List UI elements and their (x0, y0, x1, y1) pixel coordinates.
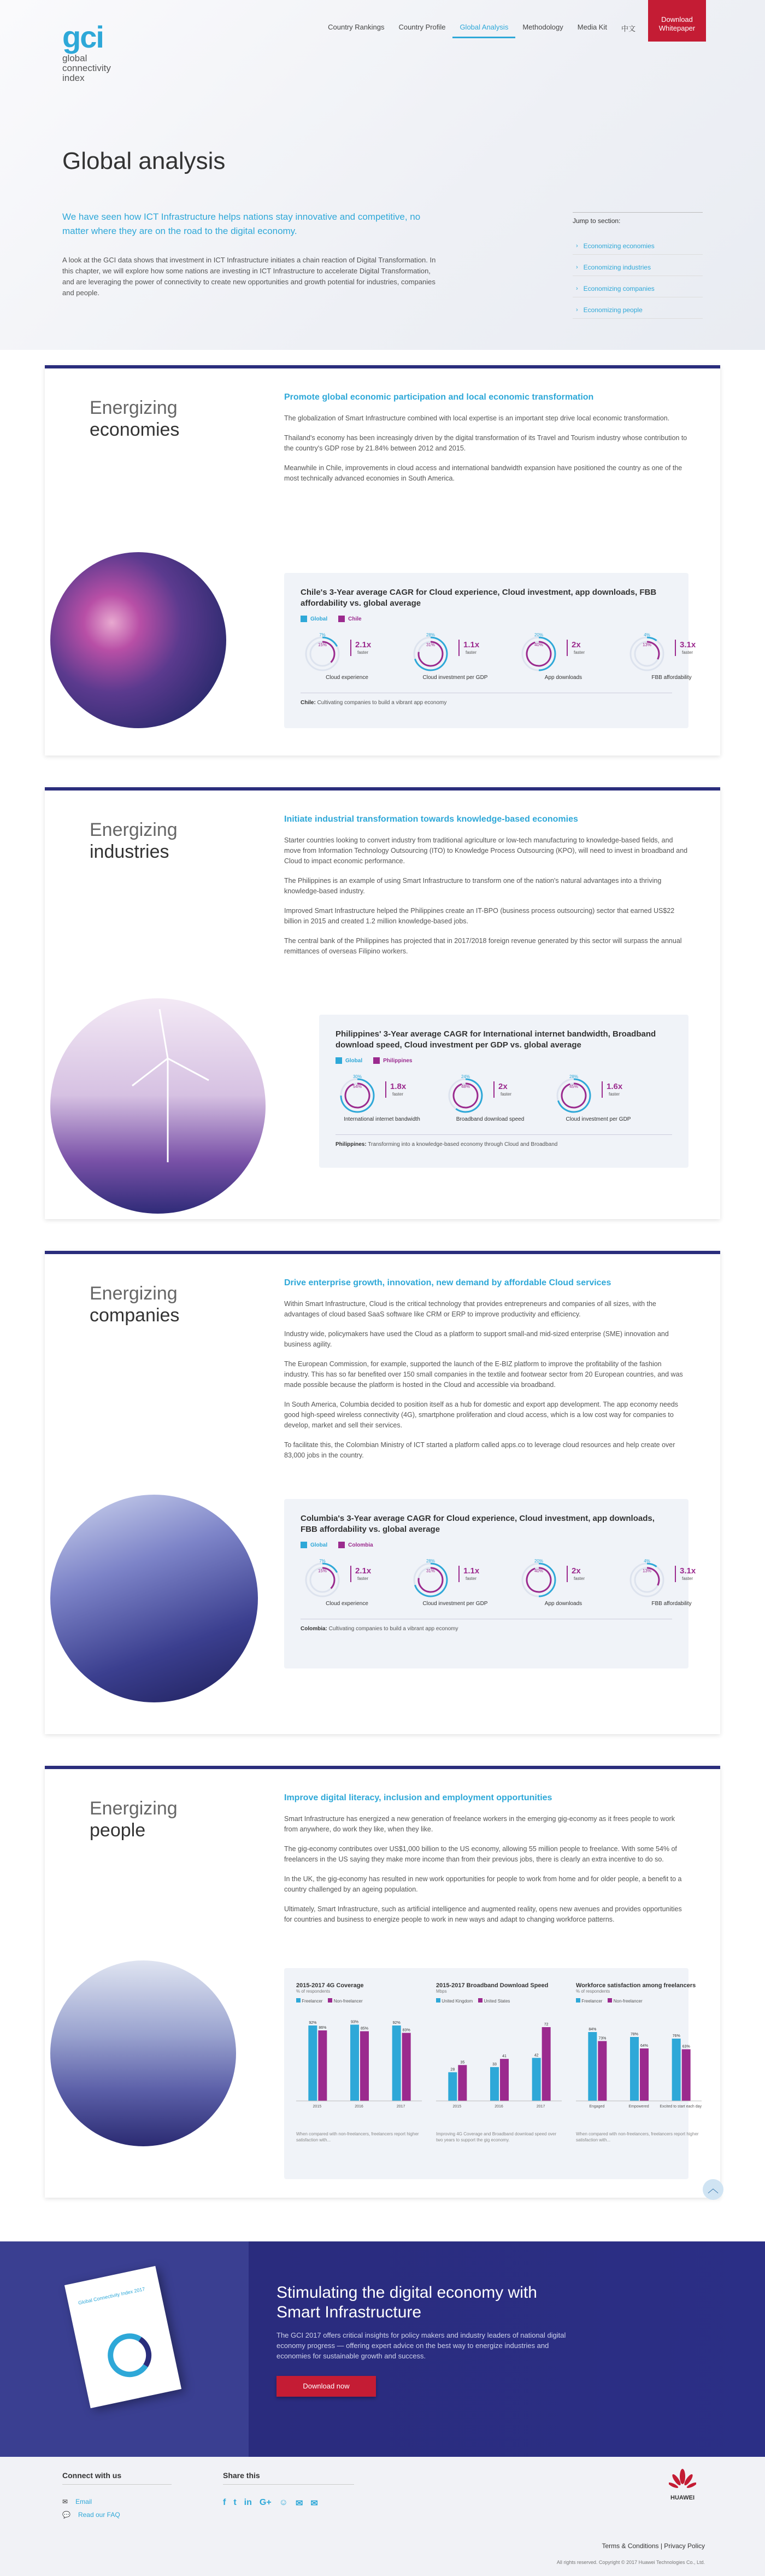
bar-value-label: 92% (392, 2021, 401, 2025)
bar-chart-svg (576, 2008, 702, 2123)
section-subtitle: Promote global economic participation and local economic transformation (284, 393, 594, 402)
bar (490, 2067, 499, 2101)
nav-global-analysis[interactable]: Global Analysis (452, 0, 515, 38)
gauge-country-value: 40% (534, 1568, 544, 1573)
legal-links[interactable]: Terms & Conditions | Privacy Policy (602, 2542, 705, 2550)
jump-title: Jump to section: (573, 212, 703, 225)
chevron-right-icon: › (576, 243, 578, 249)
wechat-icon[interactable]: ✉ (296, 2499, 303, 2508)
bar-value-label: 35 (460, 2060, 465, 2065)
paragraph: The globalization of Smart Infrastructure combined with local expertise is an important step drive local economic transformation. (284, 414, 670, 422)
gauge-faster-label: faster (501, 1092, 512, 1097)
gauge-chart (517, 632, 610, 671)
gauge-multiplier: 1.1x (463, 640, 480, 649)
gauge-chart (301, 1558, 393, 1597)
legend-label: Global (310, 1542, 328, 1548)
bar-chart-svg (296, 2008, 422, 2123)
gauge-faster-label: faster (466, 650, 477, 655)
bar-value-label: 42 (534, 2053, 539, 2058)
category-label: 2016 (355, 2105, 363, 2109)
gauge-multiplier: 2.1x (355, 640, 372, 649)
gauge-chart (409, 1558, 502, 1597)
wind-turbine-icon (50, 998, 266, 1214)
intro-lead: We have seen how ICT Infrastructure helps nations stay innovative and competitive, no matter where they are on the road to the digital economy. (62, 212, 421, 236)
highway-photo (50, 552, 226, 728)
bar-value-label: 85% (360, 2027, 369, 2031)
gauge-label: International internet bandwidth (344, 1116, 420, 1122)
gauge-faster-label: faster (574, 1576, 585, 1581)
share-block (223, 2471, 354, 2509)
chart-subtitle: Mbps (436, 1989, 447, 1994)
chile-chart-card (284, 573, 696, 728)
gauge-label: App downloads (544, 675, 582, 681)
gauge-chart (625, 1558, 718, 1597)
paragraph: In the UK, the gig-economy has resulted in new work opportunities for people to work from home and for older people, a benefit to a country challenged by an ageing population. (284, 1875, 682, 1893)
bar-value-label: 63% (682, 2045, 690, 2049)
gauge-faster-label: faster (574, 650, 585, 655)
bar (402, 2033, 411, 2101)
bar-charts-row (296, 1982, 702, 2143)
legend-entry: United States (478, 1998, 510, 2004)
bar (532, 2058, 541, 2101)
gauge-country-value: 48% (461, 1084, 470, 1089)
wind-turbine-photo (50, 998, 266, 1214)
chart-legend (576, 1998, 702, 2004)
paragraph: Within Smart Infrastructure, Cloud is the critical technology that provides entrepreneurs and companies of all sizes, with the advantages of cloud based SaaS software like CRM or ERP to improve productivity and efficiency. (284, 1300, 656, 1318)
legend-entry: Non-freelancer (328, 1998, 362, 2004)
cta-image-panel (0, 2241, 249, 2457)
section-heading: Energizing people (90, 1798, 178, 1841)
legend-swatch (301, 616, 307, 622)
book-label: Global Connectivity Index 2017 (78, 2286, 146, 2306)
section-heading: Energizing economies (90, 397, 180, 440)
logo-mark: gci (62, 20, 103, 54)
gauge-chart (444, 1074, 537, 1113)
bar-chart (296, 1982, 422, 2143)
colombia-chart-card (284, 1499, 696, 1668)
section-companies (45, 1251, 720, 1734)
gauge-label: Cloud investment per GDP (422, 1601, 488, 1607)
back-to-top-button[interactable] (703, 2179, 723, 2200)
section-heading: Energizing industries (90, 819, 178, 862)
bar (682, 2050, 691, 2101)
jump-link-companies[interactable] (573, 280, 703, 297)
gauge-country-value: 31% (426, 1568, 436, 1573)
gauge-label: App downloads (544, 1601, 582, 1607)
weibo-icon[interactable]: ☺ (279, 2498, 289, 2507)
huawei-petals-icon (669, 2469, 696, 2491)
jump-link-people[interactable] (573, 302, 703, 319)
gauge-label: FBB affordability (651, 675, 692, 681)
gauge-faster-label: faster (609, 1092, 620, 1097)
category-label: 2015 (452, 2105, 462, 2109)
gauge-global-value: 28% (426, 1559, 436, 1564)
gauge-multiplier: 1.6x (607, 1082, 623, 1091)
logo-line: connectivity (62, 63, 111, 73)
connect-heading: Connect with us (62, 2471, 172, 2485)
paragraph: Industry wide, policymakers have used the Cloud as a platform to support small-and mid-sized enterprise (SME) innovation and business agility. (284, 1330, 669, 1348)
nav-media-kit[interactable]: Media Kit (577, 23, 607, 31)
gauge-chart (336, 1074, 428, 1113)
chat-icon: 💬 (62, 2511, 70, 2519)
gauge (336, 1074, 428, 1122)
gauge-faster-label: faster (357, 1576, 369, 1581)
bar-chart-svg (436, 2008, 562, 2123)
section-industries (45, 787, 720, 1219)
category-label: 2017 (536, 2105, 545, 2109)
huawei-wordmark: HUAWEI (670, 2495, 695, 2501)
share-heading: Share this (223, 2471, 354, 2485)
gauge-multiplier: 2.1x (355, 1566, 372, 1576)
gauge-chart (301, 632, 393, 671)
card-footnote: Philippines: Transforming into a knowledge-based economy through Cloud and Broadband (336, 1134, 672, 1148)
copyright: All rights reserved. Copyright © 2017 Huawei Technologies Co., Ltd. (556, 2560, 705, 2565)
legend-swatch (373, 1057, 380, 1064)
ring-graphic (104, 2329, 156, 2381)
bar-value-label: 73% (598, 2036, 607, 2041)
gauge-global-value: 4% (644, 1559, 650, 1564)
email-link[interactable]: ✉ Email (62, 2498, 92, 2505)
legend-label: Global (345, 1057, 363, 1064)
bar-value-label: 78% (630, 2033, 639, 2036)
bar-value-label: 84% (589, 2028, 597, 2031)
nav-chinese[interactable]: 中文 (621, 25, 635, 33)
card-title: Chile's 3-Year average CAGR for Cloud experience, Cloud investment, app downloads, FBB affordability vs. global average (301, 588, 657, 608)
legend-entry: Non-freelancer (608, 1998, 642, 2004)
paragraph: In South America, Columbia decided to position itself as a hub for domestic and export app development. The app economy needs good high-speed wireless connectivity (4G), smartphone proliferation and cloud access, which is a low cost way for companies to develop, market and sell their services. (284, 1401, 679, 1429)
chart-note: Improving 4G Coverage and Broadband download speed over two years to support the gig economy. (436, 2132, 557, 2142)
bar (630, 2037, 639, 2101)
legend-entry: United Kingdom (436, 1998, 473, 2004)
paragraph: To facilitate this, the Colombian Ministry of ICT started a platform called apps.co to leverage cloud resources and help create over 83,000 jobs in the country. (284, 1441, 675, 1459)
cta-body: The GCI 2017 offers critical insights for policy makers and industry leaders of national digital economy progress — offering expert advice on the best way to energize industries and economies for sustainable growth and success. (276, 2331, 566, 2360)
section-body (284, 393, 688, 493)
gauge (301, 632, 393, 681)
bar-chart (436, 1982, 562, 2143)
gauge (301, 1558, 393, 1607)
gauge-multiplier: 1.1x (463, 1566, 480, 1576)
chevron-right-icon: › (576, 264, 578, 271)
bar (588, 2032, 597, 2101)
gauge-country-value: 45% (569, 1084, 579, 1089)
gauge-multiplier: 2x (572, 1566, 581, 1576)
gauge-label: Broadband download speed (456, 1116, 525, 1122)
gauge-country-value: 40% (534, 642, 544, 647)
bar (598, 2041, 607, 2101)
paragraph: Starter countries looking to convert industry from traditional agriculture or low-tech manufacturing to knowledge-based fields, and move from Information Technology Outsourcing (ITO) to Knowledge Process Outsourcing (KPO), will need to invest in broadband and Cloud to impact economic performance. (284, 836, 688, 865)
linkedin-icon[interactable]: in (244, 2498, 252, 2507)
chevron-up-icon: ︿ (708, 2183, 719, 2195)
logo-line: index (62, 73, 85, 83)
paragraph: The European Commission, for example, supported the launch of the E-BIZ platform to improve the profitability of the fashion industry. This has so far benefited over 150 small companies in the textile and footwear sector from 20 European countries, and was made possible because the platform is hosted in the Cloud and accessible via broadband. (284, 1360, 683, 1389)
paragraph: Ultimately, Smart Infrastructure, such as artificial intelligence and augmented reality, opens new avenues and provides opportunities for countries and business to energize people to work in new ways and adapt to changing workforce patterns. (284, 1905, 682, 1923)
gauge (409, 1558, 502, 1607)
gauge-global-value: 28% (569, 1074, 579, 1079)
page-title: Global analysis (62, 148, 226, 174)
gauge-row (301, 1558, 696, 1607)
bar-value-label: 64% (640, 2044, 649, 2048)
category-label: Empowered (628, 2105, 649, 2109)
gauge-global-value: 7% (319, 1559, 326, 1564)
section-subtitle: Improve digital literacy, inclusion and employment opportunities (284, 1793, 552, 1802)
gauge-chart (625, 632, 718, 671)
chart-subtitle: % of respondents (296, 1989, 331, 1994)
chart-legend (436, 1998, 562, 2004)
chart-legend (296, 1998, 422, 2004)
gauge-multiplier: 3.1x (680, 640, 696, 649)
category-label: 2016 (495, 2105, 503, 2109)
report-cover (64, 2266, 181, 2408)
section-economies (45, 365, 720, 756)
cta-title: Stimulating the digital economy with Smart Infrastructure (276, 2284, 537, 2321)
gauge (552, 1074, 645, 1122)
bar (350, 2025, 359, 2101)
people-charts-card (284, 1968, 702, 2179)
jump-link-label: Economizing economies (583, 242, 655, 250)
gauge-label: Cloud experience (326, 1601, 368, 1607)
nav-country-profile[interactable]: Country Profile (398, 23, 446, 31)
gauge-multiplier: 2x (498, 1082, 508, 1091)
section-subtitle: Initiate industrial transformation towards knowledge-based economies (284, 815, 578, 824)
hero (0, 0, 765, 350)
gauge-chart (409, 632, 502, 671)
bar-value-label: 28 (450, 2068, 455, 2072)
bar-value-label: 92% (309, 2021, 317, 2025)
mail-share-icon[interactable]: ✉ (310, 2499, 318, 2508)
bar-value-label: 86% (319, 2026, 327, 2030)
chart-note: When compared with non-freelancers, freelancers report higher satisfaction with... (576, 2132, 699, 2142)
legend-swatch (336, 1057, 342, 1064)
gauge (625, 632, 718, 681)
nav-methodology[interactable]: Methodology (522, 23, 563, 31)
bar-value-label: 33 (492, 2063, 497, 2067)
bar (542, 2027, 551, 2101)
category-label: Engaged (589, 2105, 605, 2109)
category-label: 2017 (396, 2105, 405, 2109)
jump-link-label: Economizing people (583, 306, 643, 314)
bar-value-label: 93% (350, 2020, 359, 2024)
nav-country-rankings[interactable]: Country Rankings (328, 23, 385, 31)
share-icons (223, 2498, 354, 2509)
bar-chart (576, 1982, 702, 2143)
footer (0, 2457, 765, 2576)
gauge (625, 1558, 718, 1607)
legend-entry: Freelancer (296, 1998, 322, 2004)
gci-logo[interactable] (62, 22, 139, 83)
chevron-right-icon: › (576, 307, 578, 313)
twitter-icon[interactable]: t (233, 2498, 237, 2507)
bar-value-label: 72 (544, 2023, 549, 2027)
gauge-faster-label: faster (357, 650, 369, 655)
paragraph: The gig-economy contributes over US$1,000 billion to the US economy, allowing 55 million people to freelance. With some 54% of freelancers in the US saying they make more income than from their previous jobs, there is clearly an extra incentive to do so. (284, 1845, 677, 1863)
chart-legend (336, 1057, 672, 1064)
bar (640, 2048, 649, 2101)
connect-block (62, 2471, 172, 2524)
paragraph: The Philippines is an example of using Smart Infrastructure to transform one of the nation's natural advantages into a thriving knowledge-based industry. (284, 877, 662, 895)
card-footnote: Colombia: Cultivating companies to build a vibrant app economy (301, 1619, 672, 1632)
logo-line: global (62, 53, 87, 63)
jump-link-economies[interactable] (573, 238, 703, 255)
skyscrapers-photo (50, 1495, 258, 1702)
category-label: 2015 (313, 2105, 322, 2109)
bar (318, 2030, 327, 2101)
bar (308, 2025, 317, 2101)
philippines-chart-card (319, 1015, 688, 1168)
gauge-multiplier: 1.8x (390, 1082, 407, 1091)
gauge-multiplier: 2x (572, 640, 581, 649)
legend-swatch (338, 616, 345, 622)
gauge-label: Cloud investment per GDP (566, 1116, 631, 1122)
gauge-global-value: 24% (461, 1074, 470, 1079)
bar (672, 2039, 681, 2101)
legend-swatch (301, 1542, 307, 1548)
card-title: Philippines' 3-Year average CAGR for International internet bandwidth, Broadband download speed, Cloud investment per GDP vs. global average (336, 1029, 656, 1050)
gauge (517, 632, 610, 681)
gauge-global-value: 7% (319, 633, 326, 637)
gauge-row (301, 632, 696, 681)
gauge-country-value: 31% (426, 642, 436, 647)
gauge-global-value: 30% (352, 1074, 362, 1079)
gauge (517, 1558, 610, 1607)
category-label: Excited to start each day (660, 2105, 702, 2109)
chart-title: 2015-2017 Broadband Download Speed (436, 1982, 549, 1989)
chart-note: When compared with non-freelancers, freelancers report higher satisfaction with... (296, 2132, 419, 2142)
gauge (409, 632, 502, 681)
legend-label: Global (310, 616, 328, 622)
chart-legend (301, 616, 672, 622)
bar-value-label: 83% (402, 2028, 410, 2033)
gauge-global-value: 20% (534, 1559, 544, 1564)
chart-subtitle: % of respondents (576, 1989, 610, 1994)
bar-value-label: 76% (672, 2034, 680, 2038)
section-body (284, 1793, 688, 1934)
section-heading: Energizing companies (90, 1283, 180, 1326)
gauge-country-value: 13% (642, 642, 652, 647)
gauge-label: Cloud experience (326, 675, 368, 681)
download-now-button[interactable]: Download now (276, 2376, 376, 2397)
paragraph: Meanwhile in Chile, improvements in cloud access and international bandwidth expansion have positioned the country as one of the most technically advanced economies in South America. (284, 464, 682, 482)
bar (360, 2031, 369, 2101)
legend-label: Chile (348, 616, 362, 622)
gauge-chart (517, 1558, 610, 1597)
gauge-country-value: 13% (642, 1568, 652, 1573)
chart-title: 2015-2017 4G Coverage (296, 1982, 364, 1989)
download-whitepaper-button[interactable]: Download Whitepaper (648, 0, 706, 42)
main-nav (321, 0, 706, 42)
cta-banner (0, 2241, 765, 2457)
jump-link-industries[interactable] (573, 259, 703, 276)
section-subtitle: Drive enterprise growth, innovation, new demand by affordable Cloud services (284, 1278, 611, 1287)
faq-link[interactable]: 💬 Read our FAQ (62, 2511, 120, 2519)
section-people (45, 1766, 720, 2198)
gauge-global-value: 28% (426, 633, 436, 637)
paragraph: The central bank of the Philippines has projected that in 2017/2018 foreign revenue generated by this sector will surpass the annual remittances of overseas Filipino workers. (284, 937, 682, 955)
bar (392, 2025, 401, 2101)
chart-title: Workforce satisfaction among freelancers (576, 1982, 696, 1989)
bar (458, 2065, 467, 2101)
envelope-icon: ✉ (62, 2498, 68, 2505)
legend-entry: Freelancer (576, 1998, 602, 2004)
gauge-global-value: 4% (644, 633, 650, 637)
card-title: Columbia's 3-Year average CAGR for Cloud experience, Cloud investment, app downloads, FBB affordability vs. global average (301, 1514, 655, 1534)
legend-label: Philippines (383, 1057, 413, 1064)
jump-link-label: Economizing companies (583, 285, 655, 292)
facebook-icon[interactable]: f (223, 2498, 226, 2507)
intro-body: A look at the GCI data shows that investment in ICT Infrastructure initiates a chain reaction of Digital Transformation. In this chapter, we will explore how some nations are investing in ICT Infrastructure to accelerate Digital Transformation, and are leveraging the power of connectivity to create new opportunities and growth potential for industries, companies and people. (62, 256, 436, 297)
paragraph: Smart Infrastructure has energized a new generation of freelance workers in the emerging gig-economy as it frees people to work from anywhere, do work they like, when they like. (284, 1815, 675, 1833)
google-plus-icon[interactable]: G+ (259, 2498, 272, 2507)
legend-swatch (338, 1542, 345, 1548)
paragraph: Thailand's economy has been increasingly driven by the digital transformation of its Travel and Tourism industry whose contribution to the country's GDP rose by 21.84% between 2012 and 2015. (284, 434, 687, 452)
card-footnote: Chile: Cultivating companies to build a vibrant app economy (301, 693, 672, 706)
gauge-chart (552, 1074, 645, 1113)
gauge-faster-label: faster (392, 1092, 404, 1097)
bar (500, 2059, 509, 2101)
gauge-multiplier: 3.1x (680, 1566, 696, 1576)
huawei-logo[interactable] (669, 2469, 696, 2501)
jump-to-section (573, 212, 703, 323)
gauge-faster-label: faster (682, 1576, 693, 1581)
gauge-faster-label: faster (466, 1576, 477, 1581)
people-photo (50, 1960, 236, 2146)
bar-value-label: 41 (502, 2054, 507, 2059)
legend-label: Colombia (348, 1542, 373, 1548)
gauge-global-value: 20% (534, 633, 544, 637)
gauge-faster-label: faster (682, 650, 693, 655)
gauge-country-value: 15% (317, 1568, 327, 1573)
gauge-country-value: 54% (352, 1084, 362, 1089)
gauge-country-value: 15% (317, 642, 327, 647)
chart-legend (301, 1542, 672, 1548)
bar (448, 2072, 457, 2101)
gauge-row (336, 1074, 672, 1122)
gauge-label: FBB affordability (651, 1601, 692, 1607)
section-body (284, 815, 688, 966)
chevron-right-icon: › (576, 285, 578, 292)
gauge (444, 1074, 537, 1122)
gauge-label: Cloud investment per GDP (422, 675, 488, 681)
paragraph: Improved Smart Infrastructure helped the Philippines create an IT-BPO (business process outsourcing) sector that earned US$22 billion in 2015 and created 1.2 million knowledge-based jobs. (284, 907, 675, 925)
jump-link-label: Economizing industries (583, 264, 651, 271)
section-body (284, 1278, 688, 1470)
